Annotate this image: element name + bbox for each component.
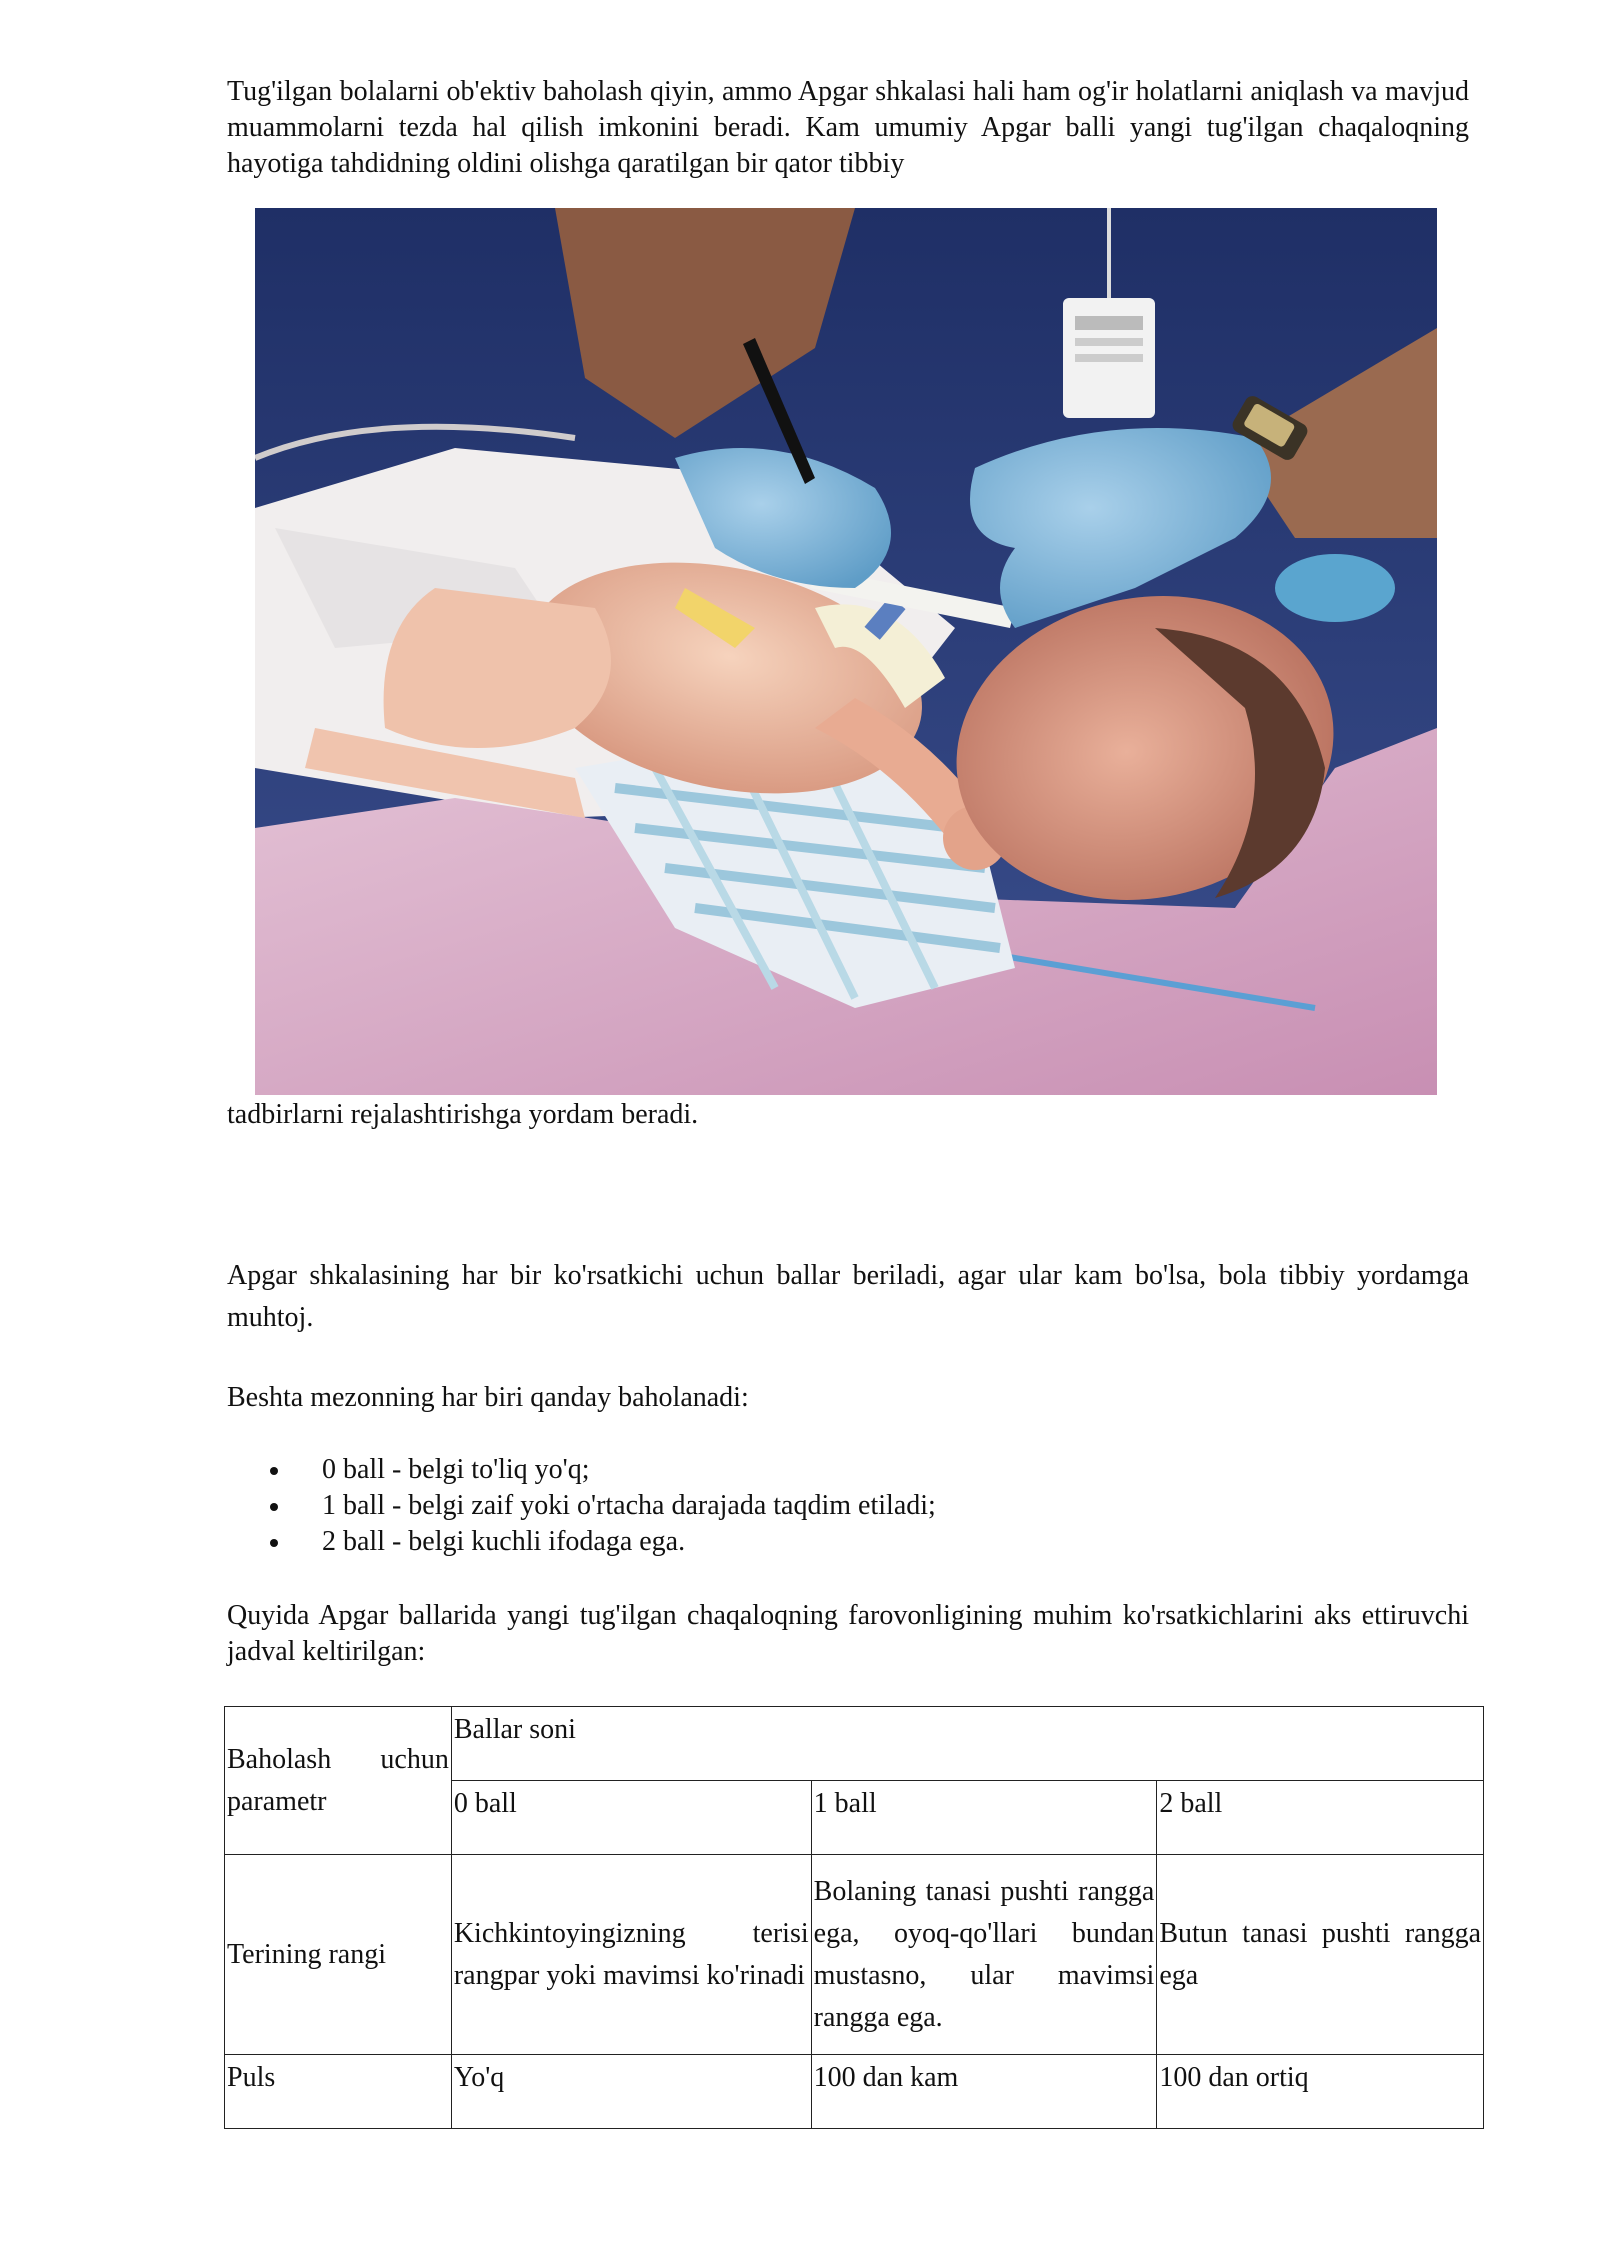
table-intro-paragraph: Quyida Apgar ballarida yangi tug'ilgan chaqaloqning farovonligining muhim ko'rsatkichlarini aks ettiruvchi jadval keltirilgan: bbox=[227, 1600, 1469, 1667]
table-cell: Butun tanasi pushti rangga ega bbox=[1157, 1855, 1484, 2055]
intro-paragraph: Tug'ilgan bolalarni ob'ektiv baholash qiyin, ammo Apgar shkalasi hali ham og'ir holatlarni aniqlash va mavjud muammolarni tezda hal qilish imkonini beradi. Kam umumiy Apgar balli yangi tug'ilgan chaqaloqning hayotiga tahdidning oldini olishga qaratilgan bir qator tibbiy bbox=[227, 76, 1469, 179]
bullet-icon bbox=[270, 1539, 278, 1547]
newborn-photo bbox=[255, 208, 1437, 1095]
table-cell: 100 dan kam bbox=[811, 2055, 1157, 2129]
score-column-header: 0 ball bbox=[451, 1781, 811, 1855]
list-item: 2 ball - belgi kuchli ifodaga ega. bbox=[270, 1524, 936, 1560]
score-column-header: 2 ball bbox=[1157, 1781, 1484, 1855]
criteria-intro: Beshta mezonning har biri qanday baholanadi: bbox=[227, 1382, 749, 1413]
table-row bbox=[225, 2055, 1484, 2129]
param-cell: Puls bbox=[225, 2055, 452, 2129]
list-item: 0 ball - belgi to'liq yo'q; bbox=[270, 1452, 936, 1488]
param-header-cell: Baholash uchun parametr bbox=[225, 1707, 452, 1855]
score-definitions-list bbox=[270, 1452, 936, 1560]
bullet-icon bbox=[270, 1467, 278, 1475]
table-cell: Kichkintoyingizning terisi rangpar yoki mavimsi ko'rinadi bbox=[451, 1855, 811, 2055]
table-cell: 100 dan ortiq bbox=[1157, 2055, 1484, 2129]
list-item: 1 ball - belgi zaif yoki o'rtacha darajada taqdim etiladi; bbox=[270, 1488, 936, 1524]
table-row bbox=[225, 1855, 1484, 2055]
param-cell: Terining rangi bbox=[225, 1855, 452, 2055]
table-header-row bbox=[225, 1707, 1484, 1781]
score-header-cell: Ballar soni bbox=[451, 1707, 1483, 1781]
table-cell: Yo'q bbox=[451, 2055, 811, 2129]
intro-continuation: tadbirlarni rejalashtirishga yordam beradi. bbox=[227, 1099, 699, 1130]
score-column-header: 1 ball bbox=[811, 1781, 1157, 1855]
table-cell: Bolaning tanasi pushti rangga ega, oyoq-qo'llari bundan mustasno, ular mavimsi rangga ega. bbox=[811, 1855, 1157, 2055]
bullet-icon bbox=[270, 1503, 278, 1511]
apgar-table bbox=[224, 1706, 1484, 2129]
scoring-paragraph: Apgar shkalasining har bir ko'rsatkichi uchun ballar beriladi, agar ular kam bo'lsa, bola tibbiy yordamga muhtoj. bbox=[227, 1260, 1469, 1333]
